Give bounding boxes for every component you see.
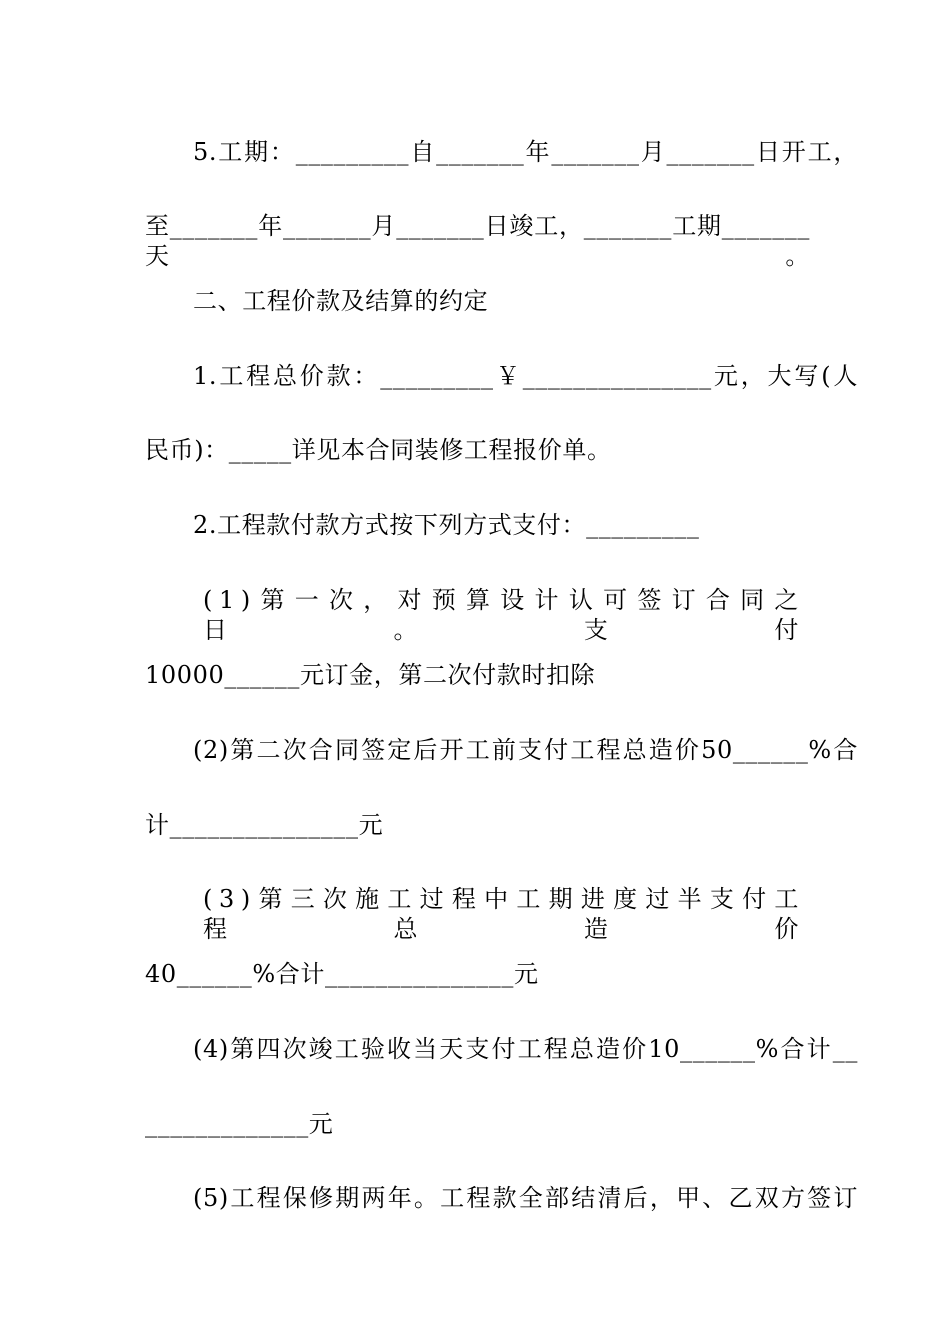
payment-item-2: (2)第二次合同签定后开工前支付工程总造价50______%合: [193, 736, 858, 764]
payment-item-1-continued: 10000______元订金，第二次付款时扣除: [145, 661, 596, 689]
payment-item-4: (4)第四次竣工验收当天支付工程总造价10______%合计__: [193, 1035, 858, 1063]
clause-5-construction-period: 5.工期：_________自_______年_______月_______日开工，: [193, 138, 858, 166]
payment-item-3: (3)第三次施工过程中工期进度过半支付工程总造价: [203, 885, 805, 943]
payment-item-4-continued: _____________元: [145, 1110, 334, 1138]
clause-5-completion-line: 至_______年_______月_______日竣工，_______工期_______天。: [145, 212, 810, 270]
section-2-heading: 二、工程价款及结算的约定: [193, 287, 489, 315]
payment-item-2-continued: 计_______________元: [145, 811, 384, 839]
clause-1-total-price-continued: 民币)：_____详见本合同装修工程报价单。: [145, 436, 612, 464]
payment-item-1: (1)第一次，对预算设计认可签订合同之日。支付: [203, 586, 805, 644]
payment-item-5: (5)工程保修期两年。工程款全部结清后，甲、乙双方签订: [193, 1184, 858, 1212]
clause-1-total-price: 1.工程总价款：_________￥_______________元，大写(人: [193, 362, 858, 390]
payment-item-3-continued: 40______%合计_______________元: [145, 960, 539, 988]
clause-2-payment-method: 2.工程款付款方式按下列方式支付：_________: [193, 511, 700, 539]
